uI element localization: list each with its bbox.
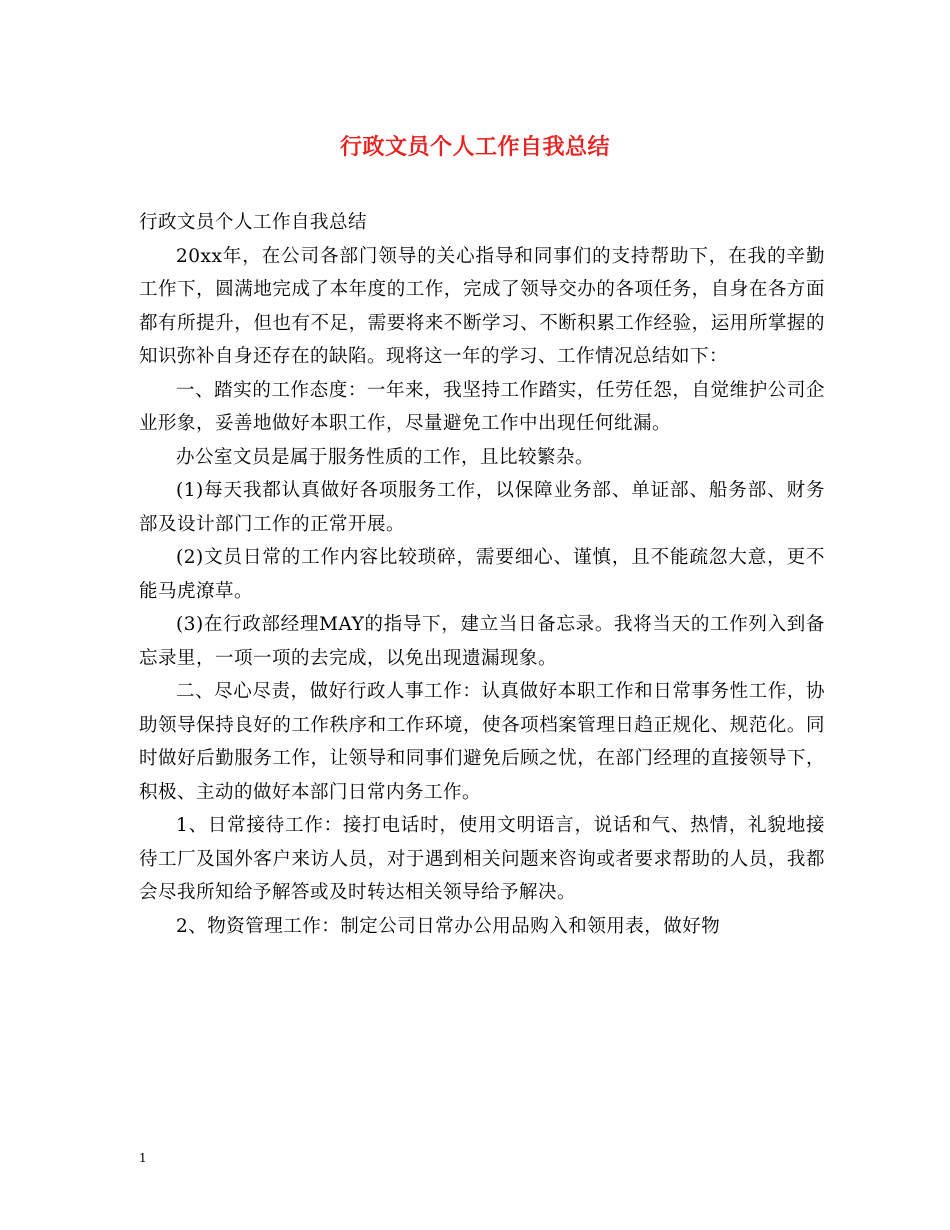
paragraph-reception: 1、日常接待工作：接打电话时，使用文明语言，说话和气、热情，礼貌地接待工厂及国外客户来访人员，对于遇到相关问题来咨询或者要求帮助的人员，我都会尽我所知给予解答或及时转达相关领导给予解决。: [139, 815, 825, 903]
paragraph-work-attitude: 一、踏实的工作态度：一年来，我坚持工作踏实，任劳任怨，自觉维护公司企业形象，妥善地做好本职工作，尽量避免工作中出现任何纰漏。: [139, 379, 825, 434]
paragraph-office-clerk: 办公室文员是属于服务性质的工作，且比较繁杂。: [176, 446, 595, 468]
document-body: [139, 206, 825, 943]
paragraph-item-3: (3)在行政部经理MAY的指导下，建立当日备忘录。我将当天的工作列入到备忘录里，一项一项的去完成，以免出现遗漏现象。: [139, 614, 825, 669]
paragraph-intro: 20xx年，在公司各部门领导的关心指导和同事们的支持帮助下，在我的辛勤工作下，圆满地完成了本年度的工作，完成了领导交办的各项任务，自身在各方面都有所提升，但也有不足，需要将来不断学习、不断积累工作经验，运用所掌握的知识弥补自身还存在的缺陷。现将这一年的学习、工作情况总结如下：: [139, 245, 825, 367]
section-heading: 行政文员个人工作自我总结: [139, 212, 368, 233]
paragraph-item-1: (1)每天我都认真做好各项服务工作，以保障业务部、单证部、船务部、财务部及设计部门工作的正常开展。: [139, 480, 825, 535]
page-number: 1: [139, 1151, 147, 1165]
paragraph-admin-hr: 二、尽心尽责，做好行政人事工作：认真做好本职工作和日常事务性工作，协助领导保持良好的工作秩序和工作环境，使各项档案管理日趋正规化、规范化。同时做好后勤服务工作，让领导和同事们避免后顾之忧，在部门经理的直接领导下，积极、主动的做好本部门日常内务工作。: [139, 681, 825, 803]
document-title: 行政文员个人工作自我总结: [339, 134, 610, 160]
paragraph-item-2: (2)文员日常的工作内容比较琐碎，需要细心、谨慎，且不能疏忽大意，更不能马虎潦草。: [139, 547, 825, 602]
paragraph-materials: 2、物资管理工作：制定公司日常办公用品购入和领用表，做好物: [176, 915, 721, 937]
